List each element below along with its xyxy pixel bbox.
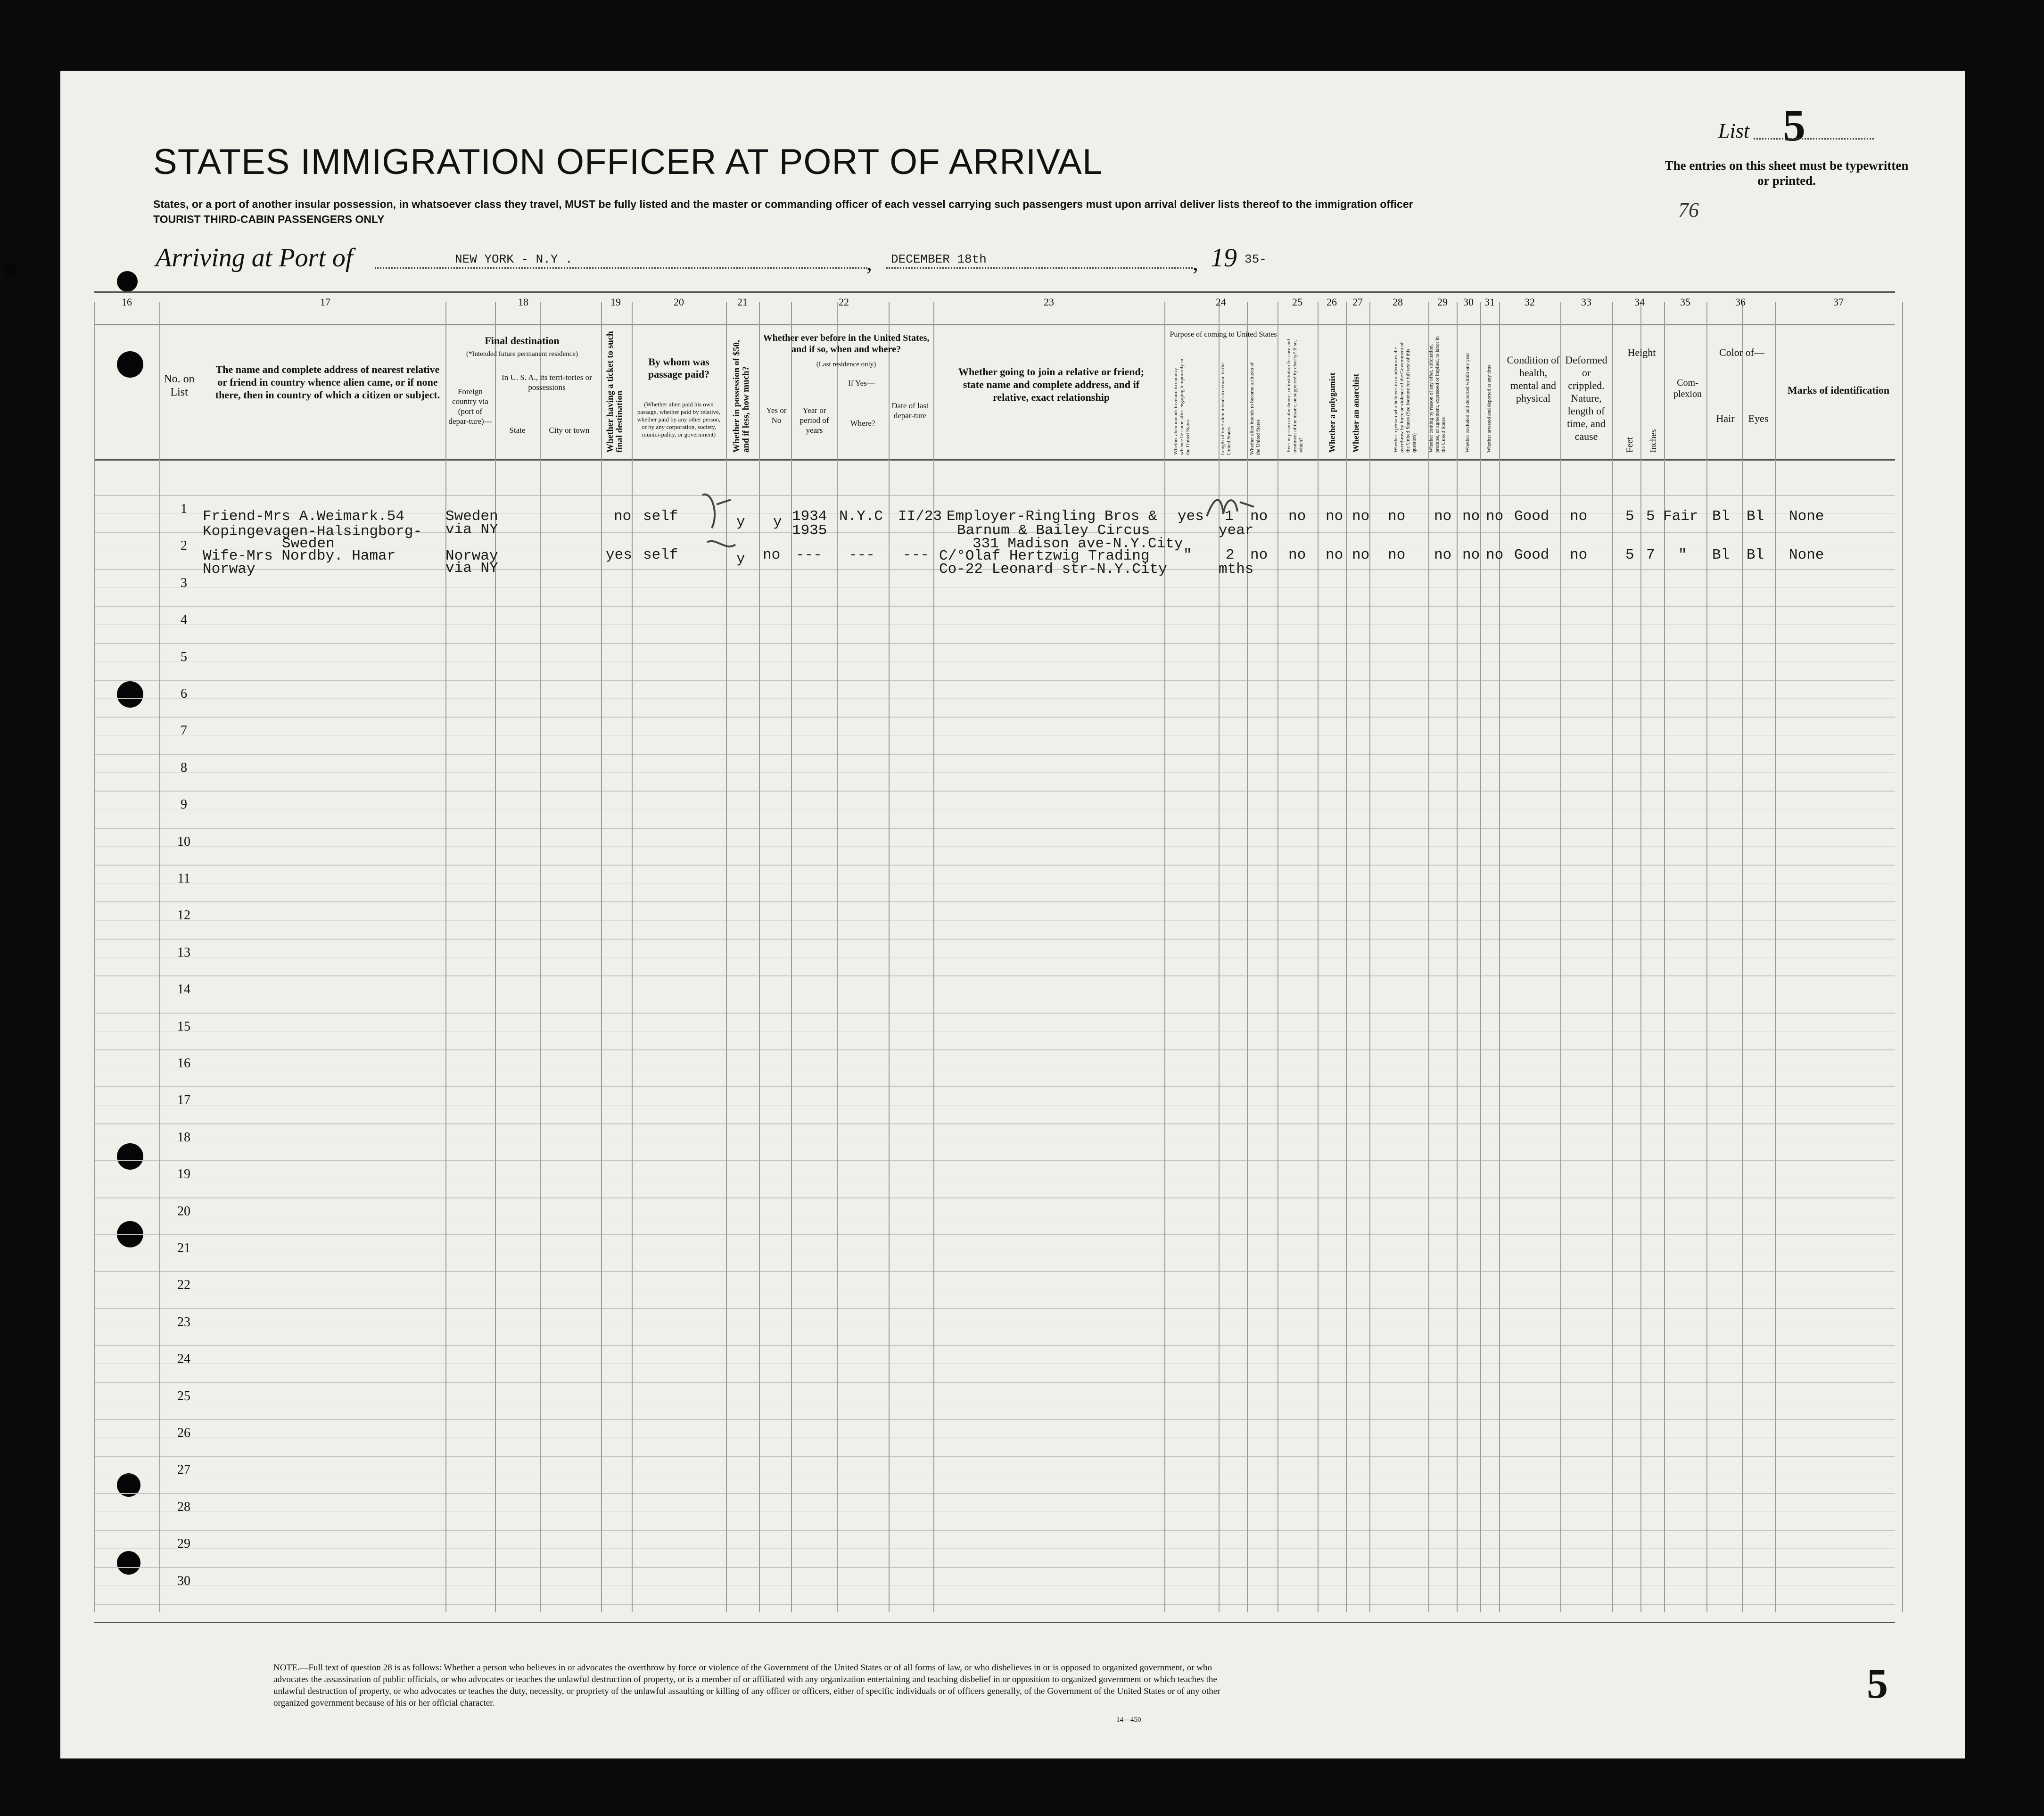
row2-feet: 5 [1625, 547, 1634, 563]
arriving-underline [886, 267, 1193, 269]
table-top-border [94, 291, 1895, 293]
header-eyes: Eyes [1748, 413, 1769, 424]
row1-return: yes [1178, 508, 1204, 525]
header-length-of-stay: Length of time alien intends to remain in the United States [1220, 362, 1232, 455]
header-inches: Inches [1648, 429, 1658, 453]
row2-where: --- [849, 547, 875, 563]
column-number: 37 [1833, 296, 1844, 308]
row2-relative-line1: Wife-Mrs Nordby. Hamar [203, 548, 396, 564]
row2-health: Good [1514, 547, 1549, 563]
header-last-departure: Date of last depar-ture [891, 401, 929, 420]
column-line [540, 302, 541, 1612]
header-final-destination: Final destination [485, 335, 560, 347]
row-line [94, 1234, 1895, 1235]
row1-foreign-country: Sweden [445, 508, 498, 525]
row1-years-1: 1934 [792, 508, 827, 525]
column-line [1706, 302, 1707, 1612]
row-midline [94, 624, 1895, 625]
row-line [94, 1160, 1895, 1161]
row-number: 27 [177, 1462, 190, 1478]
header-fifty-dollars: Whether in possession of $50, and if less, how much? [732, 340, 751, 453]
header-purpose: Purpose of coming to United States [1170, 330, 1277, 338]
row-line [94, 1013, 1895, 1014]
column-number: 26 [1327, 296, 1337, 308]
row2-overthrow: no [1388, 547, 1406, 563]
row2-length-2: mths [1219, 561, 1254, 578]
row1-years-2: 1935 [792, 522, 827, 539]
row-line [94, 643, 1895, 644]
row2-join-line1: C/°Olaf Hertzwig Trading [939, 548, 1150, 564]
row-number: 13 [177, 945, 190, 960]
column-line [1369, 302, 1370, 1612]
row2-length-1: 2 [1226, 547, 1235, 563]
column-line [1902, 302, 1903, 1612]
row-line [94, 754, 1895, 755]
row1-marks: None [1789, 508, 1824, 525]
column-line [1664, 302, 1665, 1612]
header-prison: Ever in prison or almshouse, or institution for care and treatment of the insane, or supported by charity? If so, which? [1286, 339, 1304, 453]
header-complexion: Com-plexion [1673, 378, 1702, 399]
column-line [889, 302, 890, 1612]
arrival-date: DECEMBER 18th [891, 252, 987, 266]
row2-before: no [763, 547, 781, 563]
column-number: 27 [1352, 296, 1363, 308]
row-line [94, 1345, 1895, 1346]
row-number: 7 [181, 723, 187, 738]
row-midline [94, 1105, 1895, 1106]
port-of-arrival: NEW YORK - N.Y . [455, 252, 573, 266]
row1-join-line1: Employer-Ringling Bros & [947, 508, 1157, 525]
header-excluded: Whether excluded and deported within one year [1465, 353, 1470, 453]
column-line [759, 302, 760, 1612]
binder-hole [117, 351, 143, 378]
column-number: 17 [320, 296, 330, 308]
row-number: 5 [181, 649, 187, 664]
row2-inches: 7 [1646, 547, 1655, 563]
row1-hair: Bl [1712, 508, 1730, 525]
header-yes-or-no: Yes or No [766, 406, 787, 425]
row1-polygamist: no [1326, 508, 1343, 525]
column-line [1318, 302, 1319, 1612]
row1-length-1: 1 [1225, 508, 1234, 525]
row-line [94, 1530, 1895, 1531]
column-number: 29 [1437, 296, 1448, 308]
header-color: Color of— [1719, 347, 1764, 358]
row-number: 19 [177, 1167, 190, 1182]
row-midline [94, 1437, 1895, 1438]
header-join-relative: Whether going to join a relative or friend; state name and complete address, and if relative, exact relationship [958, 366, 1145, 403]
header-years: Year or period of years [799, 406, 829, 435]
row-number: 20 [177, 1204, 190, 1219]
column-line [601, 302, 602, 1612]
manifest-sheet [60, 71, 1965, 1758]
header-ticket: Whether having a ticket to such final destination [605, 331, 625, 453]
header-passage-paid-note: (Whether alien paid his own passage, whether paid by relative, whether paid by any other person, or by any corporation, society, munici-pality, or government) [637, 401, 721, 438]
row-number: 10 [177, 834, 190, 849]
row-line [94, 1123, 1895, 1124]
row-number: 1 [181, 502, 187, 516]
column-line [94, 302, 95, 1612]
subtitle-line-2: TOURIST THIRD-CABIN PASSENGERS ONLY [153, 213, 385, 225]
row1-ticket: no [614, 508, 632, 525]
row2-hair: Bl [1712, 547, 1730, 563]
header-relative-address: The name and complete address of nearest relative or friend in country whence alien came, or if none there, then in country of which a citizen or subject. [215, 363, 440, 401]
row2-complexion: " [1678, 547, 1687, 563]
row-number: 21 [177, 1241, 190, 1255]
header-citizen: Whether alien intends to become a citizen of the United States [1249, 362, 1261, 455]
row1-via: via NY [445, 521, 498, 538]
row1-relative-line1: Friend-Mrs A.Weimark.54 [203, 508, 404, 525]
header-final-destination-note: (*Intended future permanent residence) [466, 350, 578, 358]
typewritten-instruction: The entries on this sheet must be typewritten or printed. [1665, 158, 1909, 188]
column-line [1480, 302, 1481, 1612]
row-line [94, 939, 1895, 940]
row1-deported: no [1486, 508, 1504, 525]
header-height: Height [1627, 347, 1656, 358]
row-line [94, 1493, 1895, 1494]
binder-hole [117, 681, 143, 708]
row-number: 4 [181, 612, 187, 627]
column-number: 23 [1044, 296, 1054, 308]
header-usa-territories: In U. S. A., its terri-tories or possessions [502, 373, 592, 392]
row-midline [94, 698, 1895, 699]
column-number: 28 [1393, 296, 1403, 308]
row-number: 18 [177, 1130, 190, 1145]
row-line [94, 1308, 1895, 1309]
comma: , [866, 250, 872, 275]
row-midline [94, 846, 1895, 847]
row2-years: --- [796, 547, 822, 563]
row-line [94, 1382, 1895, 1383]
handwritten-sheet-number: 76 [1678, 198, 1699, 222]
row-midline [94, 957, 1895, 958]
row1-feet: 5 [1625, 508, 1634, 525]
column-number: 20 [674, 296, 684, 308]
list-underline [1754, 138, 1874, 140]
row2-foreign-country: Norway [445, 548, 498, 564]
list-number: 5 [1783, 100, 1805, 150]
column-line [1775, 302, 1776, 1612]
table-header-divider [94, 324, 1895, 325]
row2-deported: no [1486, 547, 1504, 563]
row1-passage-paid: self [643, 508, 678, 525]
row2-ticket: yes [606, 547, 632, 563]
binder-hole [4, 264, 16, 276]
row-number: 17 [177, 1093, 190, 1108]
row-number: 29 [177, 1536, 190, 1552]
row-line [94, 975, 1895, 976]
arriving-label: Arriving at Port of [156, 243, 353, 272]
row1-complexion: Fair [1663, 508, 1698, 525]
column-line [1640, 302, 1641, 1612]
row1-fifty: y [736, 514, 745, 530]
row-line [94, 1049, 1895, 1050]
header-city: City or town [549, 426, 590, 435]
row2-return: " [1183, 547, 1192, 563]
row2-eyes: Bl [1747, 547, 1764, 563]
form-code: 14—450 [1116, 1716, 1141, 1724]
column-number: 30 [1463, 296, 1474, 308]
row1-citizen: no [1250, 508, 1268, 525]
header-where: Where? [850, 419, 875, 428]
table-header-bottom [94, 459, 1895, 461]
row-number: 9 [181, 797, 187, 812]
table-bottom-border [94, 1622, 1895, 1623]
row1-departure: II/23 [898, 508, 942, 525]
row-number: 14 [177, 982, 190, 997]
binder-hole [117, 1551, 140, 1575]
header-no-on-list: No. on List [164, 373, 195, 398]
row1-inches: 5 [1646, 508, 1655, 525]
subtitle-line-1: States, or a port of another insular possession, in whatsoever class they travel, MUST be fully listed and the master or commanding officer of each vessel carrying such passengers must upon arrival deliver lists thereof to the immigration officer [153, 198, 1413, 210]
page-title: STATES IMMIGRATION OFFICER AT PORT OF ARRIVAL [153, 142, 1103, 182]
row1-excluded: no [1462, 508, 1480, 525]
header-feet: Feet [1625, 437, 1635, 453]
row1-prison: no [1288, 508, 1306, 525]
column-number: 33 [1581, 296, 1591, 308]
column-number: 34 [1634, 296, 1645, 308]
year-prefix: 19 [1211, 243, 1237, 272]
row-line [94, 791, 1895, 792]
row-line [94, 828, 1895, 829]
handwritten-scribble [1204, 488, 1256, 526]
column-line [632, 302, 633, 1612]
year-suffix: 35- [1245, 252, 1267, 266]
binder-hole [117, 271, 138, 292]
column-line [1612, 302, 1613, 1612]
column-line [445, 302, 446, 1612]
row2-excluded: no [1462, 547, 1480, 563]
row2-marks: None [1789, 547, 1824, 563]
row1-relative-line3: Sweden [282, 536, 335, 552]
row-number: 15 [177, 1019, 190, 1034]
row2-departure: --- [903, 547, 929, 563]
row1-anarchist: no [1352, 508, 1370, 525]
row1-relative-line2: Kopingevagen-Halsingborg- [203, 523, 422, 540]
row-midline [94, 920, 1895, 921]
column-number: 25 [1292, 296, 1302, 308]
row-line [94, 1567, 1895, 1568]
row-midline [94, 661, 1895, 662]
row-number: 28 [177, 1499, 190, 1514]
column-line [495, 302, 496, 1612]
column-number: 32 [1525, 296, 1535, 308]
column-number: 22 [839, 296, 849, 308]
row2-anarchist: no [1352, 547, 1370, 563]
list-label: List [1718, 119, 1750, 142]
row1-join-line2: Barnum & Bailey Circus [957, 522, 1150, 539]
header-overthrow: Whether a person who believes in or advocates the overthrow by force or violence of the Government of the United States (See footnote for full text of this question) [1393, 342, 1417, 453]
handwritten-scribble [698, 486, 740, 561]
row-number: 26 [177, 1426, 190, 1440]
row2-labor: no [1434, 547, 1452, 563]
header-foreign-country: Foreign country via (port of depar-ture)— [448, 387, 492, 426]
arriving-underline [375, 267, 867, 269]
row-midline [94, 735, 1895, 736]
row1-eyes: Bl [1747, 508, 1764, 525]
column-line [1457, 302, 1458, 1612]
row-number: 22 [177, 1278, 190, 1293]
row1-length-2: year [1219, 522, 1254, 539]
column-line [933, 302, 934, 1612]
row-line [94, 680, 1895, 681]
row-line [94, 606, 1895, 607]
row-number: 11 [177, 871, 190, 886]
header-ever-before: Whether ever before in the United States, and if so, when and where? [763, 333, 930, 355]
row-midline [94, 1548, 1895, 1549]
footnote-question-28: NOTE.—Full text of question 28 is as follows: Whether a person who believes in or advocates the overthrow by force or violence of the Government of the United States or of all forms of law, or who disbelieves in or is opposed to organized government, or who advocates the assassination of public officials, or who advocates or teaches the unlawful destruction of property, or is a member of or affiliated with any organization entertaining and teaching disbelief in or opposition to organized government or which teaches the unlawful destruction of property, or who advocates or teaches the duty, necessity, or propriety of the unlawful assaulting or killing of any officer or officers, either of specific individuals or of officers generally, of the Government of the United States or of any other organized government because of his or her official character. [273, 1663, 1220, 1708]
header-passage-paid: By whom was passage paid? [648, 356, 710, 380]
row-number: 30 [177, 1573, 190, 1588]
row-line [94, 1604, 1895, 1605]
page-number: 5 [1867, 1660, 1888, 1707]
header-marks: Marks of identification [1787, 384, 1890, 396]
header-state: State [509, 426, 526, 435]
row-line [94, 1197, 1895, 1198]
header-return: Whether alien intends to return to country whence he came after engaging temporarily in the United States [1173, 358, 1191, 455]
row-line [94, 1271, 1895, 1272]
header-deformed: Deformed or crippled. Nature, length of time, and cause [1565, 354, 1607, 442]
column-line [1428, 302, 1429, 1612]
column-line [1164, 302, 1165, 1612]
row-midline [94, 1511, 1895, 1512]
row1-overthrow: no [1388, 508, 1406, 525]
row-midline [94, 1363, 1895, 1364]
binder-hole [117, 1143, 143, 1170]
column-line [791, 302, 792, 1612]
row2-fifty: y [736, 551, 745, 567]
header-if-yes: If Yes— [848, 379, 875, 388]
row-line [94, 717, 1895, 718]
row-number: 23 [177, 1314, 190, 1329]
column-number: 16 [122, 296, 132, 308]
row2-join-line2: Co-22 Leonard str-N.Y.City [939, 561, 1167, 578]
column-line [1499, 302, 1500, 1612]
row-number: 3 [181, 575, 187, 590]
row-midline [94, 772, 1895, 773]
row-midline [94, 1031, 1895, 1032]
row1-health: Good [1514, 508, 1549, 525]
row1-join-line3: 331 Madison ave-N.Y.City [973, 536, 1183, 552]
row-line [94, 1086, 1895, 1087]
row-number: 8 [181, 760, 187, 775]
row1-deformed: no [1570, 508, 1588, 525]
column-number: 36 [1735, 296, 1746, 308]
row2-deformed: no [1570, 547, 1588, 563]
row-midline [94, 587, 1895, 588]
column-line [1346, 302, 1347, 1612]
row-number: 2 [181, 538, 187, 553]
row2-relative-line2: Norway [203, 561, 256, 578]
comma: , [1193, 250, 1198, 275]
column-line [837, 302, 838, 1612]
row-number: 6 [181, 686, 187, 701]
row-midline [94, 1585, 1895, 1586]
column-number: 31 [1484, 296, 1495, 308]
column-number: 35 [1680, 296, 1690, 308]
column-number: 21 [737, 296, 748, 308]
row2-passage-paid: self [643, 547, 678, 563]
header-labor: Whether coming by reason of any offer, solicitation, promise, or agreement, expressed or implied, to labor in the United States [1428, 336, 1446, 453]
row2-via: via NY [445, 560, 498, 577]
row-number: 25 [177, 1388, 190, 1403]
row-line [94, 901, 1895, 902]
header-deported: Whether arrested and deported at any time [1486, 364, 1492, 453]
column-line [1742, 302, 1743, 1612]
row-line [94, 865, 1895, 866]
row2-polygamist: no [1326, 547, 1343, 563]
row-number: 12 [177, 908, 190, 923]
column-line [1560, 302, 1561, 1612]
row-number: 24 [177, 1352, 190, 1367]
header-polygamist: Whether a polygamist [1327, 372, 1337, 453]
column-number: 18 [518, 296, 528, 308]
header-health: Condition of health, mental and physical [1507, 354, 1560, 404]
row1-where: N.Y.C [839, 508, 883, 525]
row-number: 16 [177, 1056, 190, 1071]
row2-prison: no [1288, 547, 1306, 563]
row1-labor: no [1434, 508, 1452, 525]
header-last-residence: (Last residence only) [816, 361, 876, 368]
header-hair: Hair [1716, 413, 1735, 424]
column-number: 19 [610, 296, 621, 308]
row1-before: y [773, 514, 782, 530]
column-number: 24 [1216, 296, 1226, 308]
row-line [94, 495, 1895, 496]
header-anarchist: Whether an anarchist [1351, 373, 1360, 453]
row-line [94, 1419, 1895, 1420]
row2-citizen: no [1250, 547, 1268, 563]
row-line [94, 1456, 1895, 1457]
